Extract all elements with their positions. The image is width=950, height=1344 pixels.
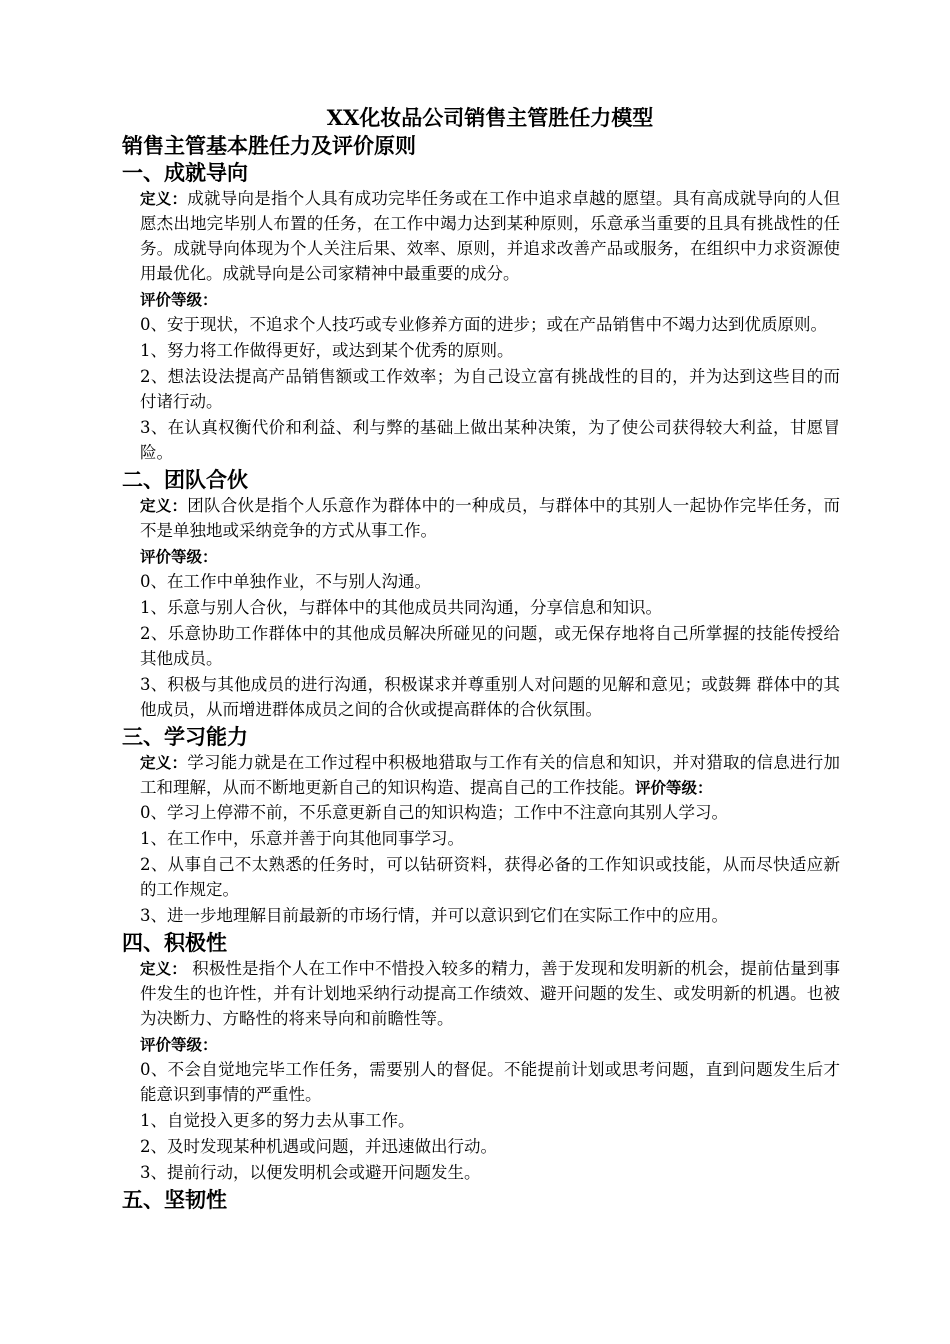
level-item: 1、在工作中，乐意并善于向其他同事学习。 xyxy=(140,829,464,848)
document-subtitle: 销售主管基本胜任力及评价原则 xyxy=(122,133,416,158)
section-heading: 三、学习能力 xyxy=(122,724,248,749)
definition-text: 积极性是指个人在工作中不惜投入较多的精力，善于发现和发明新的机会，提前估量到事件发生的也许性，并有计划地采纳行动提高工作绩效、避开问题的发生、或发明新的机遇。也被为决断力、方略性的将来导向和前瞻性等。 xyxy=(140,959,840,1028)
section-achievement xyxy=(122,159,840,465)
section-initiative xyxy=(122,929,840,1185)
section-teamwork xyxy=(122,466,840,722)
section-heading: 五、坚韧性 xyxy=(122,1187,227,1212)
level-item: 0、不会自觉地完毕工作任务，需要别人的督促。不能提前计划或思考问题，直到问题发生后才能意识到事情的严重性。 xyxy=(140,1060,840,1104)
level-item: 1、努力将工作做得更好，或达到某个优秀的原则。 xyxy=(140,341,514,360)
definition-label: 定义： xyxy=(140,753,188,772)
section-heading: 一、成就导向 xyxy=(122,160,248,185)
definition-paragraph xyxy=(140,956,840,1031)
section-body xyxy=(122,956,840,1185)
section-body xyxy=(122,493,840,722)
level-item: 3、进一步地理解目前最新的市场行情，并可以意识到它们在实际工作中的应用。 xyxy=(140,906,728,925)
section-learning xyxy=(122,723,840,928)
level-item: 3、积极与其他成员的进行沟通，积极谋求并尊重别人对问题的见解和意见；或鼓舞 群体中的其他成员，从而增进群体成员之间的合伙或提高群体的合伙氛围。 xyxy=(140,675,840,719)
level-item: 2、从事自己不太熟悉的任务时，可以钻研资料，获得必备的工作知识或技能，从而尽快适应新的工作规定。 xyxy=(140,855,840,899)
levels-label: 评价等级： xyxy=(140,547,218,566)
section-body xyxy=(122,750,840,928)
level-item: 0、安于现状，不追求个人技巧或专业修养方面的进步；或在产品销售中不竭力达到优质原则。 xyxy=(140,315,827,334)
definition-text: 学习能力就是在工作过程中积极地猎取与工作有关的信息和知识，并对猎取的信息进行加工和理解，从而不断地更新自己的知识构造、提高自己的工作技能。 xyxy=(140,753,840,797)
level-item: 0、在工作中单独作业，不与别人沟通。 xyxy=(140,572,431,591)
levels-label: 评价等级： xyxy=(140,290,218,309)
level-item: 1、乐意与别人合伙，与群体中的其他成员共同沟通，分享信息和知识。 xyxy=(140,598,662,617)
section-heading: 四、积极性 xyxy=(122,930,227,955)
document-title: XX化妆品公司销售主管胜任力模型 xyxy=(326,105,654,130)
section-body xyxy=(122,186,840,465)
definition-paragraph xyxy=(140,186,840,286)
definition-paragraph xyxy=(140,750,840,800)
level-item: 3、提前行动，以便发明机会或避开问题发生。 xyxy=(140,1163,481,1182)
level-item: 0、学习上停滞不前，不乐意更新自己的知识构造；工作中不注意向其别人学习。 xyxy=(140,803,728,822)
definition-paragraph xyxy=(140,493,840,543)
definition-text: 成就导向是指个人具有成功完毕任务或在工作中追求卓越的愿望。具有高成就导向的人但愿杰出地完毕别人布置的任务，在工作中竭力达到某种原则，乐意承当重要的且具有挑战性的任务。成就导向体现为个人关注后果、效率、原则，并追求改善产品或服务，在组织中力求资源使用最优化。成就导向是公司家精神中最重要的成分。 xyxy=(140,189,840,283)
level-item: 1、自觉投入更多的努力去从事工作。 xyxy=(140,1111,415,1130)
level-item: 3、在认真权衡代价和利益、利与弊的基础上做出某种决策，为了使公司获得较大利益，甘愿冒险。 xyxy=(140,418,840,462)
level-item: 2、及时发现某种机遇或问题，并迅速做出行动。 xyxy=(140,1137,497,1156)
levels-label: 评价等级： xyxy=(635,778,713,797)
levels-label: 评价等级： xyxy=(140,1035,218,1054)
definition-text: 团队合伙是指个人乐意作为群体中的一种成员，与群体中的其别人一起协作完毕任务，而不是单独地或采纳竞争的方式从事工作。 xyxy=(140,496,840,540)
level-item: 2、乐意协助工作群体中的其他成员解决所碰见的问题，或无保存地将自己所掌握的技能传授给其他成员。 xyxy=(140,624,840,668)
definition-label: 定义： xyxy=(140,496,188,515)
definition-label: 定义： xyxy=(140,189,188,208)
section-heading: 二、团队合伙 xyxy=(122,467,248,492)
level-item: 2、想法设法提高产品销售额或工作效率；为自己设立富有挑战性的目的，并为达到这些目的而付诸行动。 xyxy=(140,367,840,411)
section-tenacity xyxy=(122,1186,840,1213)
definition-label: 定义： xyxy=(140,959,187,978)
